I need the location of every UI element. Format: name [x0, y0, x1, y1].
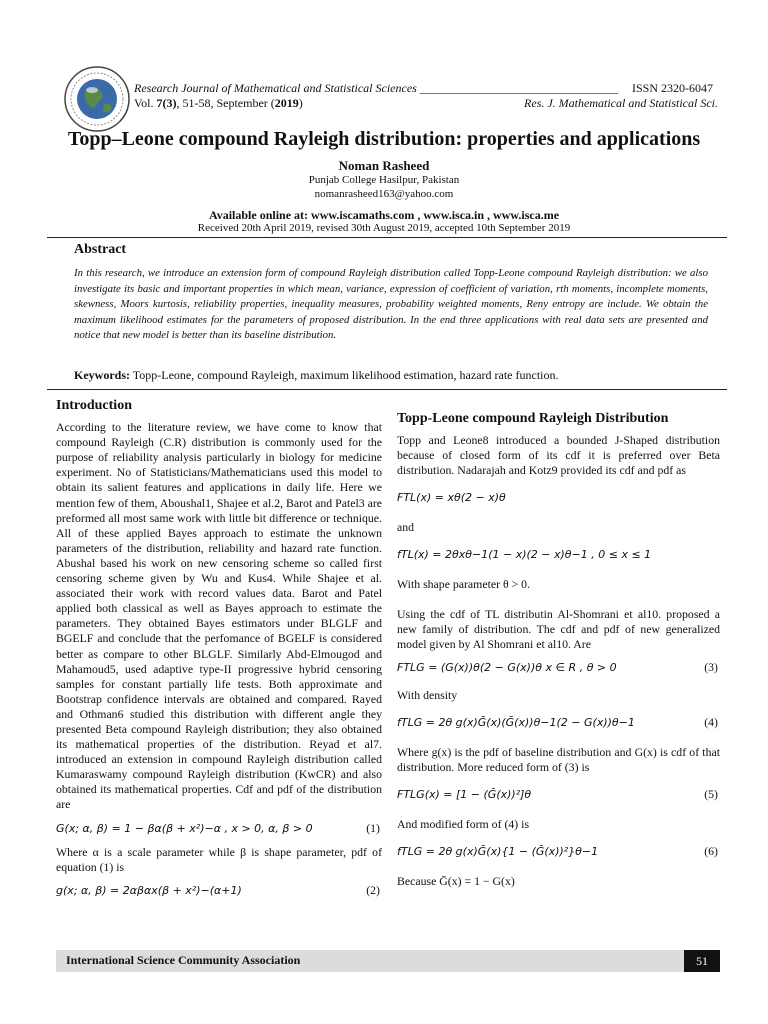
- equation-3: FTLG = (G(x))θ(2 − G(x))θ x ∈ R , θ > 0 (3): [397, 659, 718, 674]
- equation-4: fTLG = 2θ g(x)Ḡ(x)(Ḡ(x))θ−1(2 − G(x))θ−1 (4): [397, 714, 718, 729]
- introduction-heading: Introduction: [56, 398, 132, 413]
- journal-logo: [64, 66, 130, 132]
- equation-1: G(x; α, β) = 1 − βα(β + x²)−α , x > 0, α, β > 0 (1): [56, 820, 380, 835]
- divider: [47, 237, 727, 238]
- tlcr-heading: Topp-Leone compound Rayleigh Distribution: [397, 411, 669, 426]
- family-paragraph: Using the cdf of TL distributin Al-Shomrani et al10. proposed a new family of distribution. The cdf and pdf of new generalized model given by Al Shomrani et al10. Are: [397, 606, 720, 651]
- equation-tl-pdf: fTL(x) = 2θxθ−1(1 − x)(2 − x)θ−1 , 0 ≤ x ≤ 1: [397, 548, 652, 562]
- author-affiliation: Punjab College Hasilpur, Pakistan: [308, 174, 460, 186]
- paper-title: Topp–Leone compound Rayleigh distribution: properties and applications: [67, 128, 701, 150]
- received-dates: Received 20th April 2019, revised 30th August 2019, accepted 10th September 2019: [197, 222, 571, 234]
- volume-info: Vol. 7(3), 51-58, September (2019): [134, 96, 303, 110]
- left-column: [56, 398, 382, 907]
- equation-5: FTLG(x) = [1 − (Ḡ(x))²]θ (5): [397, 787, 718, 802]
- footer-association: International Science Community Association: [66, 953, 301, 967]
- available-online: Available online at: www.iscamaths.com , www.isca.in , www.isca.me: [208, 208, 560, 222]
- keywords: Keywords: Topp-Leone, compound Rayleigh, maximum likelihood estimation, hazard rate function.: [74, 368, 559, 382]
- journal-abbreviation: Res. J. Mathematical and Statistical Sci.: [524, 96, 718, 110]
- author-email[interactable]: nomanrasheed163@yahoo.com: [314, 188, 454, 200]
- abstract-text: In this research, we introduce an extension form of compound Rayleigh distribution called Topp-Leone compound Rayleigh distribution: we also investigate its basic and important properties in which mean, variance, expression of coefficient of variation, rth moments, incomplete moments, skewness, Moors kurtosis, reliability properties, inequality measures, probability weighted moments, Reny entropy are include. We obtain the maximum likelihood estimates for the parameters of proposed distribution. In the end three applications with real data sets are presented and notice that new model is better than its baseline distribution.: [74, 267, 708, 342]
- because-text: Because Ḡ(x) = 1 − G(x): [397, 874, 515, 889]
- issn: ISSN 2320-6047: [632, 81, 714, 95]
- equation-6: fTLG = 2θ g(x)Ḡ(x){1 − (Ḡ(x))²}θ−1 (6): [397, 844, 718, 859]
- equation-tl-cdf: FTL(x) = xθ(2 − x)θ: [397, 491, 506, 505]
- right-column: [397, 411, 720, 895]
- tlcr-paragraph: Topp and Leone8 introduced a bounded J-Shaped distribution because of closed form of its cdf it is preferred over Beta distribution. Nadarajah and Kotz9 provided its cdf and pdf as: [397, 433, 720, 478]
- modified-form-text: And modified form of (4) is: [397, 817, 530, 832]
- introduction-paragraph: According to the literature review, we have come to know that compound Rayleigh (C.R) distribution is commonly used for the purpose of reliability analysis particularly in biology for medicine experiment. No of Statisticians/Mathematicians used this model to obtain its salient features and applications in daily life. Here we mention few of them, Aboushal1, Shajee et al.2, Barot and Patel3 are preformed all most same work with little bit difference or technique. All of these applied Bayes approach to estimate the unknown parameters of the distribution, reliability and hazard rate function. Abushal based his work on new censoring scheme so called first censoring scheme given by Wu and Kus4. While Shajee et al. associated their work with record values data. Barot and Patel applied both classical as well as Bayes approach to estimate the parameters. They obtained Bayes estimators under BLGLF and BGELF and conclude that the perfomance of BGELF is considered better as compare to other BLGLF. Similarly Abd-Elmougod and Mahamoud5, used adaptive type-II progressive hybrid censoring samples for constant partially life tests. Both approximate and Bootstrap confidence intervals are obtained and compared. Rayed and Othman6 studied this distribution with different angle they presented Beta compound Rayleigh distribution; they also obtained its mathematical properties of the distribution. Reyad et al7. introduced an extension in compound Rayleigh distribution called Kumaraswamy compound Rayleigh distribution (KwCR) and also obtained its mathematical properties. Cdf and pdf of the distribution are: [56, 420, 382, 812]
- divider: [47, 389, 727, 390]
- page-number: 51: [684, 950, 720, 972]
- journal-name: Research Journal of Mathematical and Statistical Sciences _________________________________: [134, 81, 618, 95]
- equation-2: g(x; α, β) = 2αβαx(β + x²)−(α+1) (2): [56, 882, 380, 897]
- abstract-heading: Abstract: [74, 242, 127, 257]
- author-name: Noman Rasheed: [338, 158, 430, 173]
- density-text: With density: [397, 687, 458, 702]
- shape-parameter-text: With shape parameter θ > 0.: [397, 577, 531, 592]
- and-text: and: [397, 520, 415, 535]
- baseline-paragraph: Where g(x) is the pdf of baseline distribution and G(x) is cdf of that distribution. More reduced form of (3) is: [397, 744, 720, 775]
- parameter-paragraph: Where α is a scale parameter while β is shape parameter, pdf of equation (1) is: [56, 844, 382, 874]
